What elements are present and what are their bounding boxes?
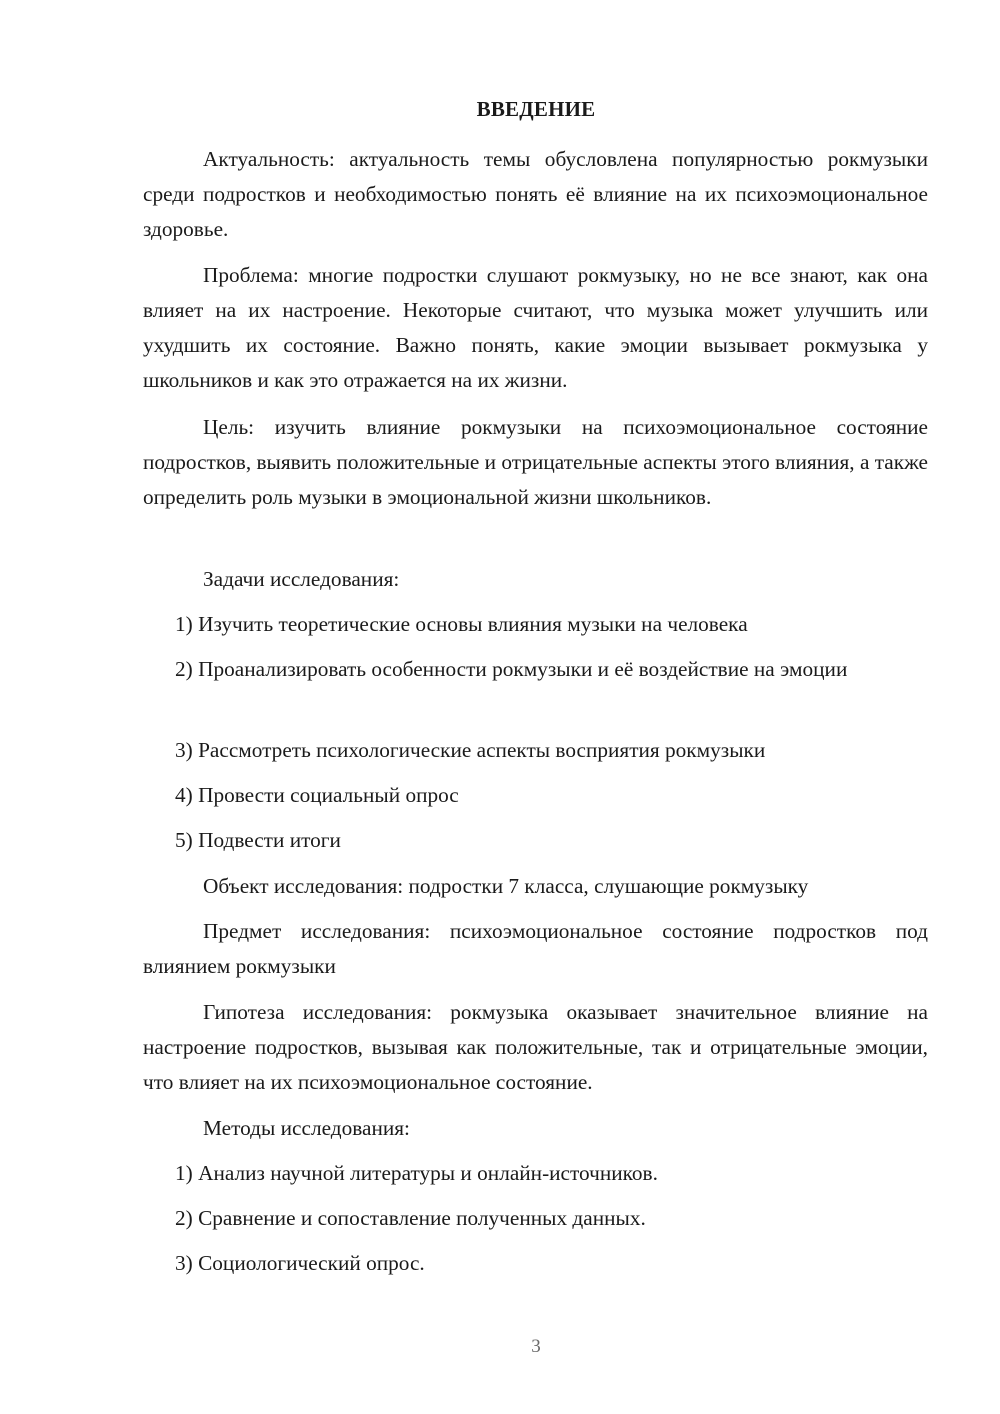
task-item: 3) Рассмотреть психологические аспекты восприятия рокмузыки	[175, 738, 766, 762]
task-item: 5) Подвести итоги	[175, 828, 341, 852]
task-item: 4) Провести социальный опрос	[175, 783, 459, 807]
problem-paragraph: Проблема: многие подростки слушают рокмузыку, но не все знают, как она влияет на их настроение. Некоторые считают, что музыка может улучшить или ухудшить их состояние. Важно понять, какие эмоции вызывает рокмузыка у школьников и как это отражается на их жизни.	[143, 263, 928, 392]
methods-heading: Методы исследования:	[203, 1116, 410, 1140]
goal-paragraph: Цель: изучить влияние рокмузыки на психоэмоциональное состояние подростков, выявить положительные и отрицательные аспекты этого влияния, а также определить роль музыки в эмоциональной жизни школьников.	[143, 415, 928, 509]
method-item: 3) Социологический опрос.	[175, 1251, 425, 1275]
task-item: 1) Изучить теоретические основы влияния музыки на человека	[175, 612, 748, 636]
hypothesis-paragraph: Гипотеза исследования: рокмузыка оказывает значительное влияние на настроение подростков, вызывая как положительные, так и отрицательные эмоции, что влияет на их психоэмоциональное состояние.	[143, 1000, 928, 1094]
subject-paragraph: Предмет исследования: психоэмоциональное состояние подростков под влиянием рокмузыки	[143, 919, 928, 978]
method-item: 1) Анализ научной литературы и онлайн-источников.	[175, 1161, 658, 1185]
relevance-paragraph: Актуальность: актуальность темы обусловлена популярностью рокмузыки среди подростков и необходимостью понять её влияние на их психоэмоциональное здоровье.	[143, 147, 928, 241]
task-item: 2) Проанализировать особенности рокмузыки и её воздействие на эмоции	[175, 657, 848, 681]
page-number: 3	[531, 1336, 541, 1357]
section-heading: ВВЕДЕНИЕ	[476, 97, 596, 121]
method-item: 2) Сравнение и сопоставление полученных данных.	[175, 1206, 646, 1230]
tasks-heading: Задачи исследования:	[203, 567, 400, 591]
object-paragraph: Объект исследования: подростки 7 класса, слушающие рокмузыку	[203, 874, 809, 898]
